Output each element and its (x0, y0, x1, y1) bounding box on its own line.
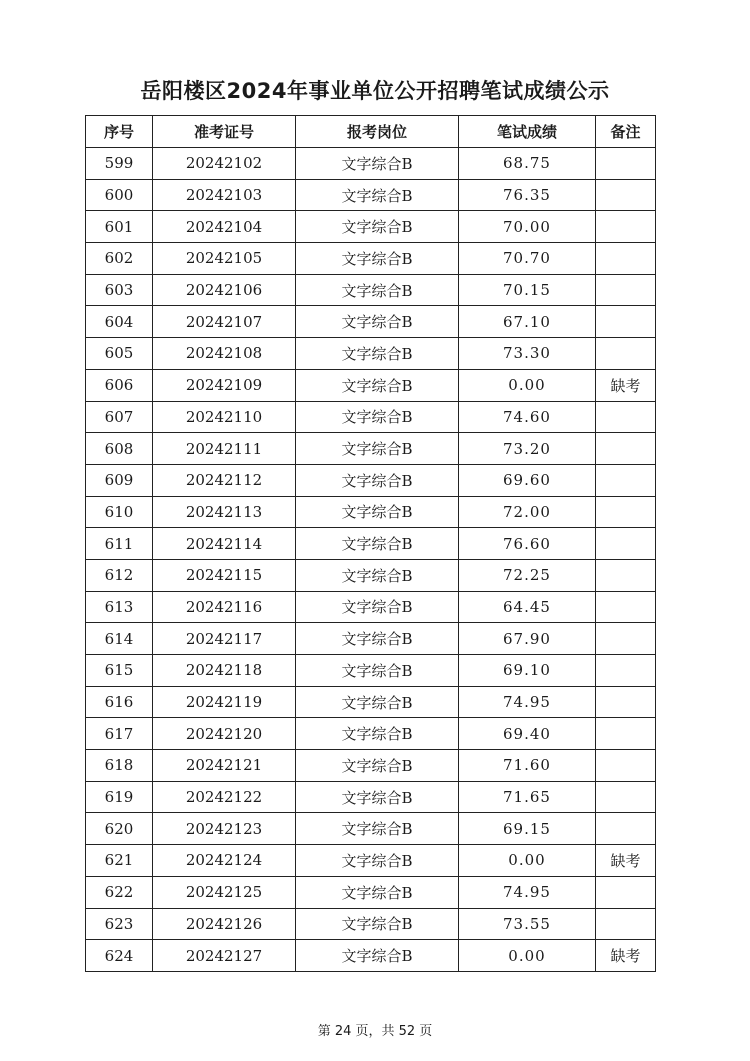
table-row (86, 433, 656, 465)
score-cell: 69.10 (459, 655, 596, 687)
table-row (86, 401, 656, 433)
score-cell: 69.15 (459, 813, 596, 845)
remark-cell (596, 433, 656, 465)
position-cell: 文字综合B (296, 433, 459, 465)
remark-cell (596, 813, 656, 845)
score-cell: 0.00 (459, 940, 596, 972)
remark-cell (596, 211, 656, 243)
admission-number-cell: 20242120 (153, 718, 296, 750)
remark-cell (596, 655, 656, 687)
table-row (86, 908, 656, 940)
score-cell: 0.00 (459, 845, 596, 877)
position-cell: 文字综合B (296, 401, 459, 433)
serial-number-cell: 623 (86, 908, 153, 940)
serial-number-cell: 601 (86, 211, 153, 243)
header-applied-position: 报考岗位 (296, 116, 459, 148)
table-row (86, 243, 656, 275)
admission-number-cell: 20242109 (153, 369, 296, 401)
score-cell: 68.75 (459, 148, 596, 180)
position-cell: 文字综合B (296, 243, 459, 275)
serial-number-cell: 599 (86, 148, 153, 180)
remark-cell (596, 559, 656, 591)
admission-number-cell: 20242107 (153, 306, 296, 338)
serial-number-cell: 621 (86, 845, 153, 877)
serial-number-cell: 607 (86, 401, 153, 433)
table-row (86, 528, 656, 560)
remark-cell (596, 623, 656, 655)
position-cell: 文字综合B (296, 591, 459, 623)
score-cell: 74.95 (459, 686, 596, 718)
admission-number-cell: 20242121 (153, 750, 296, 782)
remark-cell (596, 876, 656, 908)
remark-cell (596, 338, 656, 370)
score-cell: 74.95 (459, 876, 596, 908)
score-cell: 70.70 (459, 243, 596, 275)
serial-number-cell: 613 (86, 591, 153, 623)
score-cell: 71.60 (459, 750, 596, 782)
serial-number-cell: 602 (86, 243, 153, 275)
serial-number-cell: 608 (86, 433, 153, 465)
admission-number-cell: 20242124 (153, 845, 296, 877)
serial-number-cell: 614 (86, 623, 153, 655)
position-cell: 文字综合B (296, 211, 459, 243)
position-cell: 文字综合B (296, 781, 459, 813)
remark-cell: 缺考 (596, 369, 656, 401)
admission-number-cell: 20242102 (153, 148, 296, 180)
score-cell: 73.55 (459, 908, 596, 940)
position-cell: 文字综合B (296, 369, 459, 401)
score-cell: 67.90 (459, 623, 596, 655)
table-row (86, 338, 656, 370)
remark-cell (596, 148, 656, 180)
page-footer: 第 24 页，共 52 页 (317, 1024, 433, 1039)
admission-number-cell: 20242113 (153, 496, 296, 528)
header-admission-number: 准考证号 (153, 116, 296, 148)
position-cell: 文字综合B (296, 908, 459, 940)
table-row (86, 179, 656, 211)
serial-number-cell: 603 (86, 274, 153, 306)
position-cell: 文字综合B (296, 686, 459, 718)
score-cell: 76.35 (459, 179, 596, 211)
score-cell: 72.00 (459, 496, 596, 528)
table-row (86, 306, 656, 338)
table-row (86, 940, 656, 972)
position-cell: 文字综合B (296, 338, 459, 370)
admission-number-cell: 20242122 (153, 781, 296, 813)
position-cell: 文字综合B (296, 528, 459, 560)
admission-number-cell: 20242117 (153, 623, 296, 655)
score-cell: 72.25 (459, 559, 596, 591)
table-row (86, 559, 656, 591)
table-row (86, 813, 656, 845)
score-cell: 73.30 (459, 338, 596, 370)
score-cell: 0.00 (459, 369, 596, 401)
admission-number-cell: 20242111 (153, 433, 296, 465)
table-row (86, 845, 656, 877)
admission-number-cell: 20242127 (153, 940, 296, 972)
admission-number-cell: 20242112 (153, 464, 296, 496)
score-cell: 70.00 (459, 211, 596, 243)
serial-number-cell: 605 (86, 338, 153, 370)
position-cell: 文字综合B (296, 623, 459, 655)
table-row (86, 211, 656, 243)
admission-number-cell: 20242125 (153, 876, 296, 908)
header-serial-number: 序号 (86, 116, 153, 148)
admission-number-cell: 20242126 (153, 908, 296, 940)
serial-number-cell: 624 (86, 940, 153, 972)
table-row (86, 718, 656, 750)
admission-number-cell: 20242115 (153, 559, 296, 591)
table-row (86, 876, 656, 908)
position-cell: 文字综合B (296, 876, 459, 908)
admission-number-cell: 20242116 (153, 591, 296, 623)
score-table (85, 115, 656, 972)
remark-cell (596, 591, 656, 623)
position-cell: 文字综合B (296, 718, 459, 750)
table-row (86, 781, 656, 813)
remark-cell (596, 179, 656, 211)
table-row (86, 623, 656, 655)
table-row (86, 750, 656, 782)
position-cell: 文字综合B (296, 496, 459, 528)
admission-number-cell: 20242119 (153, 686, 296, 718)
remark-cell (596, 718, 656, 750)
admission-number-cell: 20242104 (153, 211, 296, 243)
position-cell: 文字综合B (296, 559, 459, 591)
remark-cell: 缺考 (596, 845, 656, 877)
remark-cell (596, 781, 656, 813)
table-row (86, 591, 656, 623)
serial-number-cell: 616 (86, 686, 153, 718)
admission-number-cell: 20242103 (153, 179, 296, 211)
remark-cell (596, 243, 656, 275)
table-row (86, 686, 656, 718)
remark-cell (596, 750, 656, 782)
serial-number-cell: 609 (86, 464, 153, 496)
position-cell: 文字综合B (296, 750, 459, 782)
position-cell: 文字综合B (296, 274, 459, 306)
serial-number-cell: 600 (86, 179, 153, 211)
admission-number-cell: 20242114 (153, 528, 296, 560)
remark-cell (596, 528, 656, 560)
admission-number-cell: 20242106 (153, 274, 296, 306)
serial-number-cell: 612 (86, 559, 153, 591)
serial-number-cell: 617 (86, 718, 153, 750)
remark-cell (596, 908, 656, 940)
score-cell: 67.10 (459, 306, 596, 338)
position-cell: 文字综合B (296, 179, 459, 211)
position-cell: 文字综合B (296, 148, 459, 180)
remark-cell (596, 496, 656, 528)
serial-number-cell: 622 (86, 876, 153, 908)
remark-cell (596, 464, 656, 496)
table-row (86, 655, 656, 687)
remark-cell: 缺考 (596, 940, 656, 972)
admission-number-cell: 20242108 (153, 338, 296, 370)
table-row (86, 496, 656, 528)
table-row (86, 464, 656, 496)
serial-number-cell: 610 (86, 496, 153, 528)
score-cell: 69.40 (459, 718, 596, 750)
table-body (86, 148, 656, 972)
position-cell: 文字综合B (296, 464, 459, 496)
serial-number-cell: 618 (86, 750, 153, 782)
serial-number-cell: 604 (86, 306, 153, 338)
admission-number-cell: 20242110 (153, 401, 296, 433)
remark-cell (596, 306, 656, 338)
position-cell: 文字综合B (296, 845, 459, 877)
score-cell: 70.15 (459, 274, 596, 306)
table-row (86, 369, 656, 401)
position-cell: 文字综合B (296, 940, 459, 972)
admission-number-cell: 20242118 (153, 655, 296, 687)
position-cell: 文字综合B (296, 655, 459, 687)
score-cell: 73.20 (459, 433, 596, 465)
table-row (86, 148, 656, 180)
score-cell: 76.60 (459, 528, 596, 560)
header-written-score: 笔试成绩 (459, 116, 596, 148)
serial-number-cell: 620 (86, 813, 153, 845)
serial-number-cell: 615 (86, 655, 153, 687)
score-cell: 69.60 (459, 464, 596, 496)
header-remarks: 备注 (596, 116, 656, 148)
remark-cell (596, 401, 656, 433)
serial-number-cell: 611 (86, 528, 153, 560)
score-cell: 64.45 (459, 591, 596, 623)
admission-number-cell: 20242123 (153, 813, 296, 845)
position-cell: 文字综合B (296, 813, 459, 845)
remark-cell (596, 686, 656, 718)
table-row (86, 274, 656, 306)
score-cell: 71.65 (459, 781, 596, 813)
serial-number-cell: 619 (86, 781, 153, 813)
position-cell: 文字综合B (296, 306, 459, 338)
remark-cell (596, 274, 656, 306)
serial-number-cell: 606 (86, 369, 153, 401)
score-cell: 74.60 (459, 401, 596, 433)
admission-number-cell: 20242105 (153, 243, 296, 275)
page-title: 岳阳楼区2024年事业单位公开招聘笔试成绩公示 (140, 79, 610, 103)
table-header-row (86, 116, 656, 148)
